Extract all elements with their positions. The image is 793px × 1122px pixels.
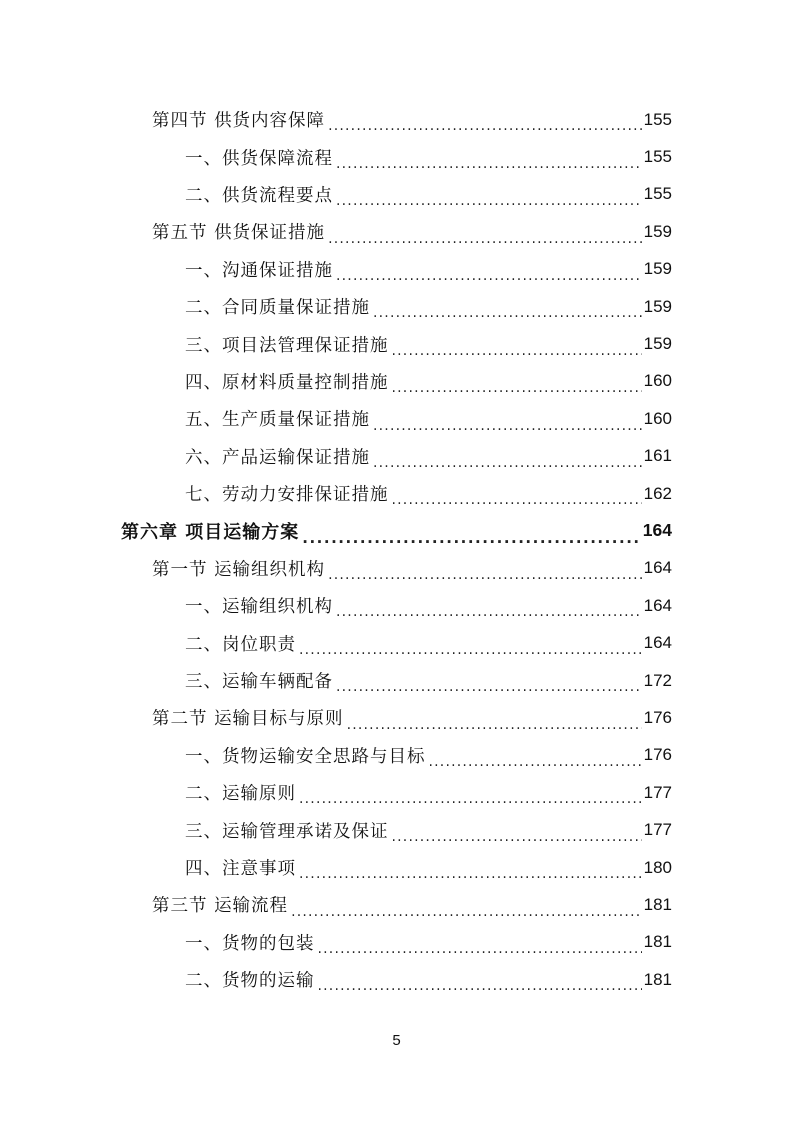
toc-dot-leader [328,227,642,251]
toc-section-entry[interactable] [0,550,793,587]
toc-subsection-entry[interactable] [0,774,793,811]
toc-subsection-entry[interactable] [0,849,793,886]
toc-section-entry[interactable] [0,699,793,736]
toc-entry-page: 177 [643,782,672,802]
toc-subsection-entry[interactable] [0,737,793,774]
toc-dot-leader [392,825,642,849]
toc-subsection-entry[interactable] [0,400,793,437]
toc-entry-page: 155 [643,109,672,129]
toc-dot-leader [291,900,642,924]
toc-entry-page: 164 [642,520,672,541]
toc-subsection-entry[interactable] [0,475,793,512]
toc-dot-leader [373,301,642,325]
toc-dot-leader [392,339,642,363]
toc-entry-title: 一、货物运输安全思路与目标 [185,746,426,767]
toc-subsection-entry[interactable] [0,961,793,998]
toc-subsection-entry[interactable] [0,176,793,213]
toc-entry-title: 第四节 供货内容保障 [152,111,326,132]
toc-dot-leader [336,152,642,176]
toc-subsection-entry[interactable] [0,811,793,848]
toc-section-entry[interactable] [0,101,793,138]
toc-entry-title: 三、项目法管理保证措施 [185,335,389,356]
toc-section-entry[interactable] [0,213,793,250]
toc-subsection-entry[interactable] [0,624,793,661]
toc-subsection-entry[interactable] [0,924,793,961]
toc-entry-title: 第五节 供货保证措施 [152,223,326,244]
toc-dot-leader [392,376,642,400]
toc-entry-page: 177 [643,820,672,840]
toc-entry-title: 一、供货保障流程 [185,148,333,169]
toc-entry-title: 三、运输管理承诺及保证 [185,821,389,842]
toc-subsection-entry[interactable] [0,288,793,325]
toc-entry-page: 164 [643,595,672,615]
toc-entry-title: 第一节 运输组织机构 [152,559,326,580]
toc-subsection-entry[interactable] [0,138,793,175]
toc-dot-leader [318,974,642,998]
toc-subsection-entry[interactable] [0,363,793,400]
toc-entry-title: 一、沟通保证措施 [185,260,333,281]
toc-entry-page: 159 [643,221,672,241]
toc-entry-page: 172 [643,670,672,690]
toc-entry-page: 155 [643,184,672,204]
toc-dot-leader [328,563,642,587]
toc-entry-title: 一、货物的包装 [185,933,315,954]
toc-subsection-entry[interactable] [0,438,793,475]
toc-chapter-entry[interactable] [0,512,793,549]
toc-dot-leader [392,488,642,512]
toc-dot-leader [299,862,642,886]
toc-entry-page: 162 [643,483,672,503]
toc-section-entry[interactable] [0,886,793,923]
toc-subsection-entry[interactable] [0,251,793,288]
toc-dot-leader [373,451,642,475]
toc-entry-page: 181 [643,969,672,989]
toc-entry-page: 181 [643,932,672,952]
toc-dot-leader [336,189,642,213]
toc-entry-page: 160 [643,371,672,391]
toc-entry-title: 第六章 项目运输方案 [121,521,300,543]
toc-subsection-entry[interactable] [0,587,793,624]
page-number: 5 [392,1032,401,1049]
toc-dot-leader [373,414,642,438]
toc-entry-page: 161 [643,446,672,466]
toc-dot-leader [328,114,642,138]
toc-entry-page: 164 [643,633,672,653]
toc-dot-leader [336,675,642,699]
toc-entry-title: 二、供货流程要点 [185,185,333,206]
toc-entry-title: 二、岗位职责 [185,634,296,655]
toc-dot-leader [299,638,642,662]
toc-dot-leader [318,937,642,961]
toc-dot-leader [347,713,642,737]
toc-entry-title: 五、生产质量保证措施 [185,410,370,431]
toc-entry-title: 二、运输原则 [185,784,296,805]
toc-dot-leader [336,600,642,624]
toc-entry-title: 第二节 运输目标与原则 [152,709,344,730]
toc-entry-title: 四、原材料质量控制措施 [185,372,389,393]
toc-subsection-entry[interactable] [0,325,793,362]
toc-entry-page: 159 [643,334,672,354]
toc-dot-leader [429,750,642,774]
toc-entry-title: 第三节 运输流程 [152,896,289,917]
toc-dot-leader [302,526,641,550]
toc-entry-page: 176 [643,745,672,765]
toc-entry-title: 二、货物的运输 [185,971,315,992]
toc-dot-leader [299,787,642,811]
toc-entry-title: 六、产品运输保证措施 [185,447,370,468]
toc-entry-page: 181 [643,894,672,914]
toc-entry-page: 180 [643,857,672,877]
toc-entry-title: 三、运输车辆配备 [185,672,333,693]
toc-entry-title: 四、注意事项 [185,859,296,879]
toc-subsection-entry[interactable] [0,662,793,699]
toc-entry-page: 159 [643,259,672,279]
toc-entry-page: 155 [643,147,672,167]
toc-dot-leader [336,264,642,288]
table-of-contents [0,101,793,998]
toc-entry-title: 七、劳动力安排保证措施 [185,485,389,506]
toc-entry-title: 一、运输组织机构 [185,597,333,618]
toc-entry-title: 二、合同质量保证措施 [185,298,370,319]
toc-entry-page: 159 [643,296,672,316]
toc-entry-page: 176 [643,707,672,727]
toc-entry-page: 164 [643,558,672,578]
toc-entry-page: 160 [643,408,672,428]
